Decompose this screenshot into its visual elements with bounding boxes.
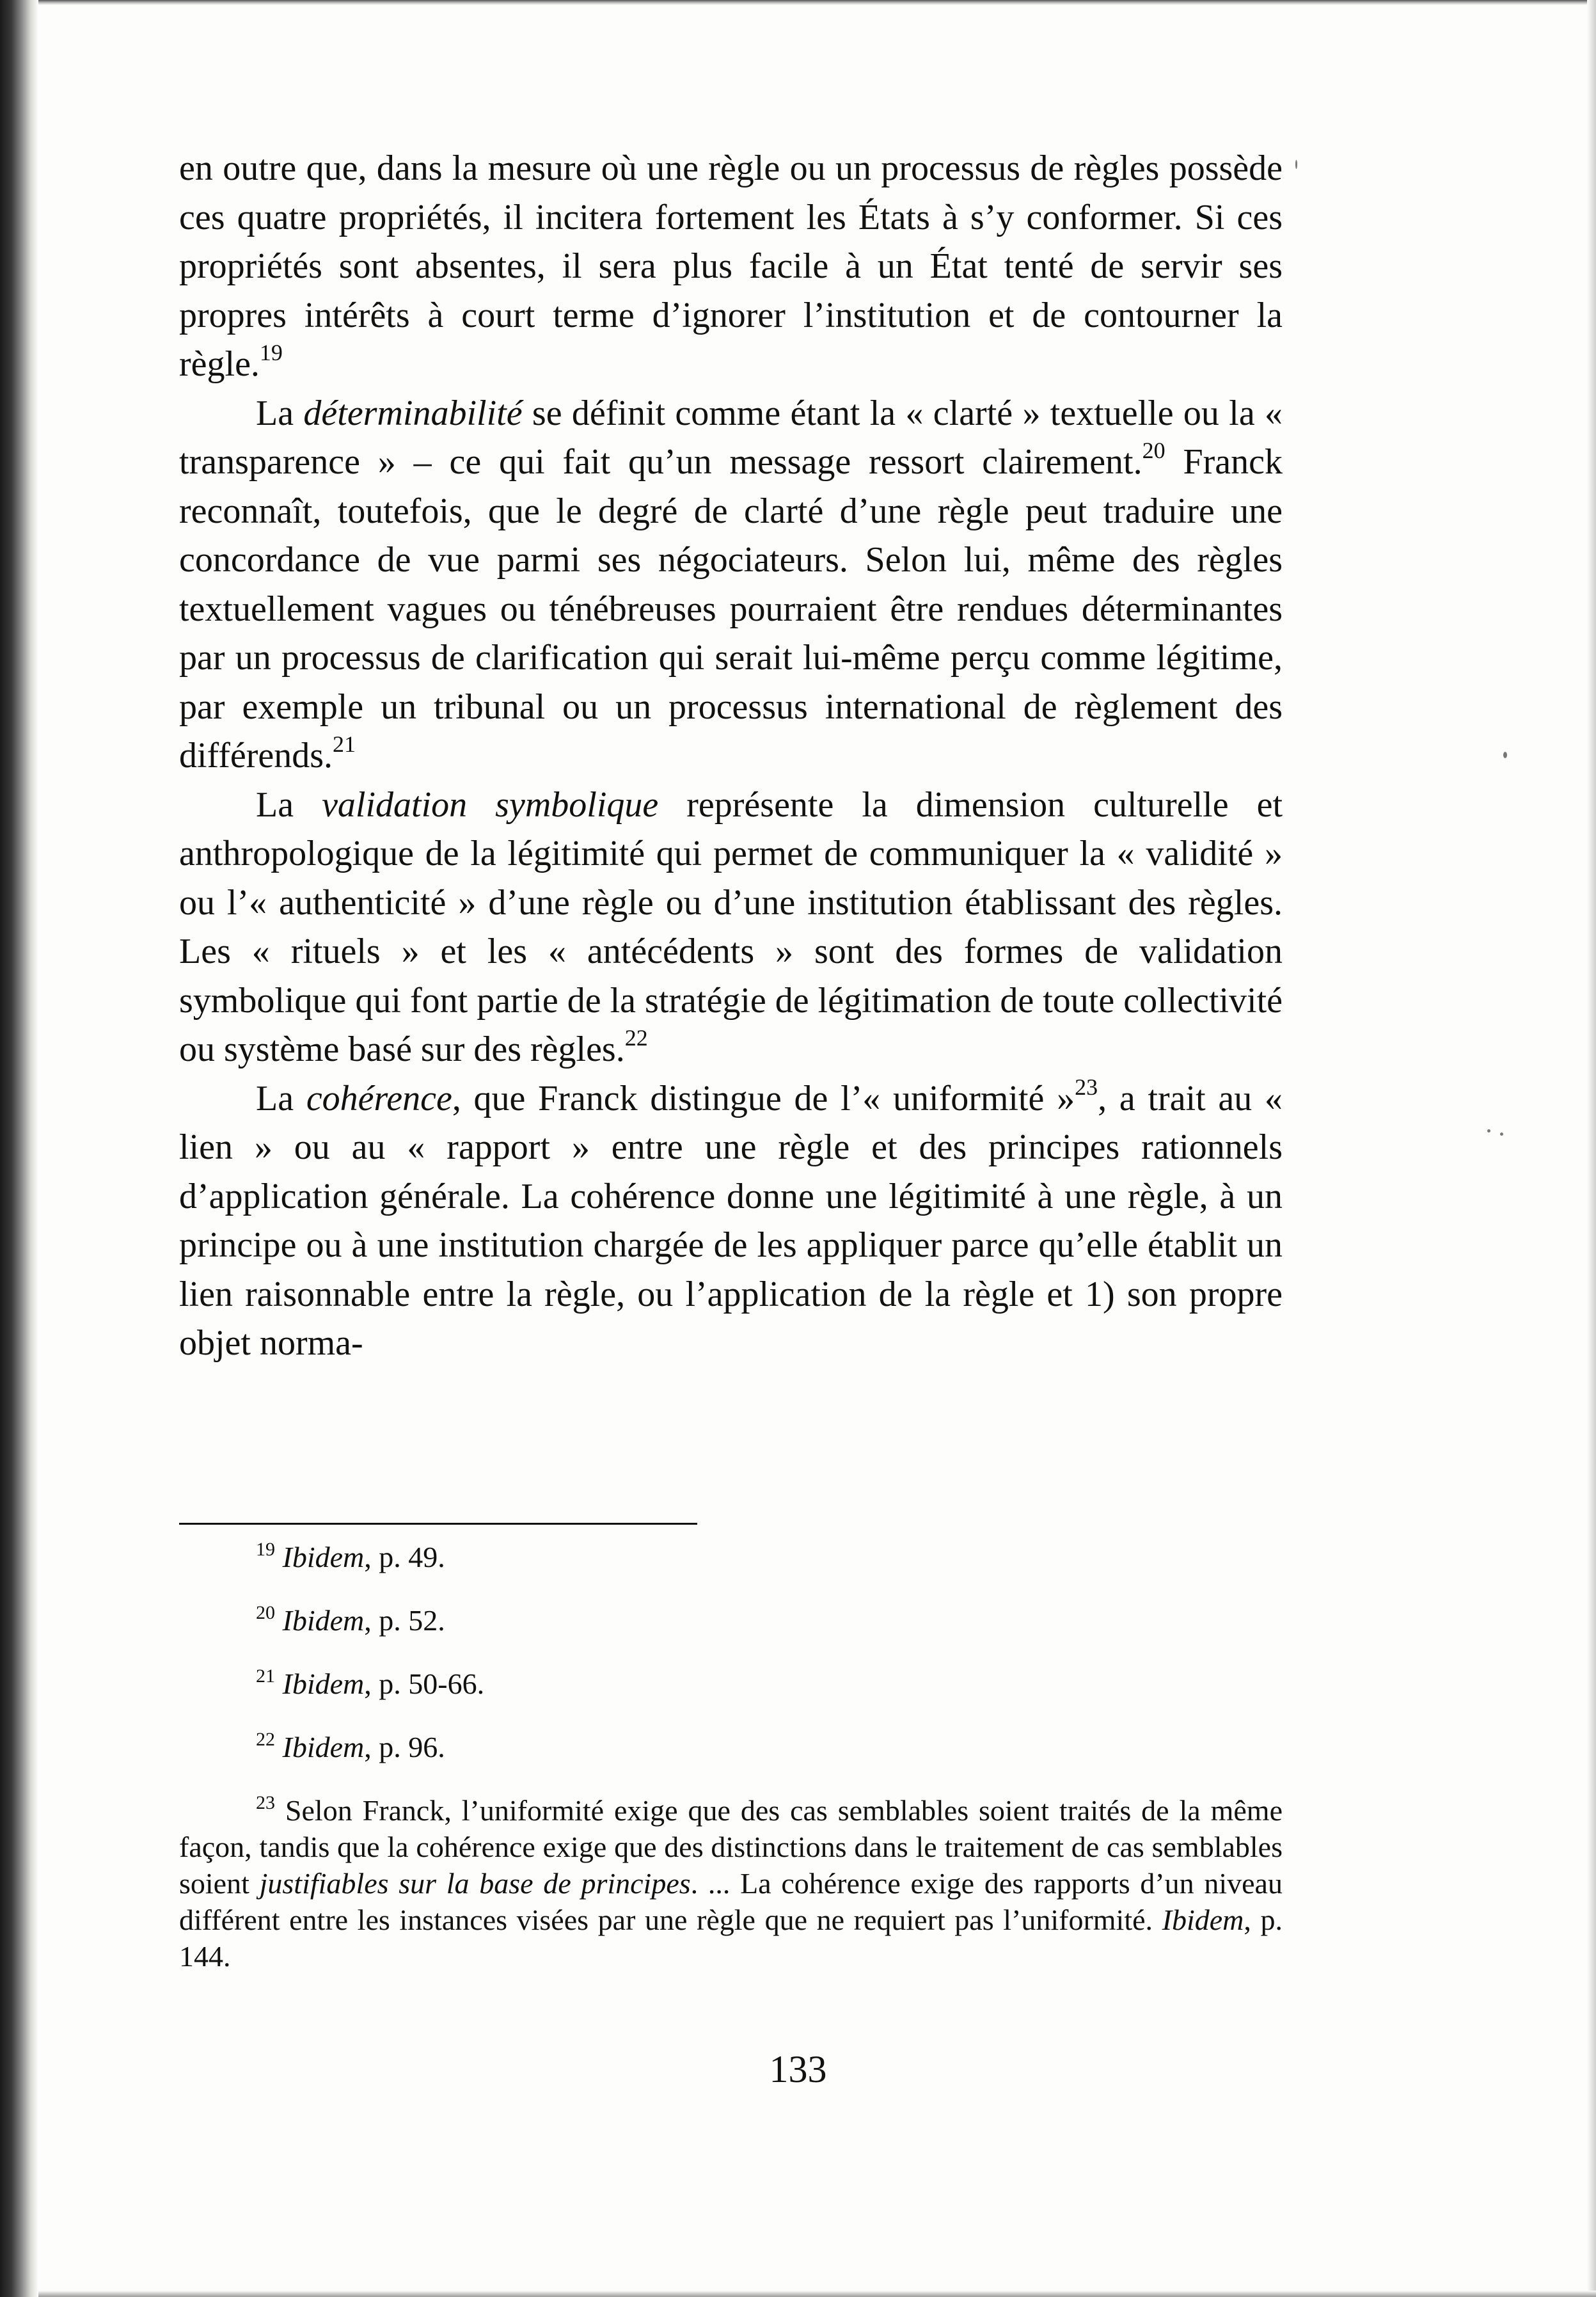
footnote-number: 23 [256, 1792, 275, 1813]
paragraph-4-text-b: , a trait au « lien » ou au « rapport » entre une règle et des principes rationnels d’application générale. La cohérence donne une légitimité à une règle, à un principe ou à une institution chargée de les appliquer parce qu’elle établit un lien raisonnable entre la règle, ou l’application de la règle et 1) son propre objet norma- [179, 1078, 1283, 1363]
paragraph-1-text: en outre que, dans la mesure où une règle ou un processus de règles possède ces quatre propriétés, il incitera fortement les États à s’y conformer. Si ces propriétés sont absentes, il sera plus facile à un État tenté de servir ses propres intérêts à court terme d’ignorer l’institution et de contourner la règle. [179, 148, 1283, 384]
footnote-page: , p. 49. [364, 1541, 445, 1573]
footnotes [179, 1539, 1283, 1975]
scan-speck [1500, 1133, 1503, 1136]
footnote-separator [179, 1523, 697, 1525]
term-determinabilite: déterminabilité [303, 393, 523, 433]
footnote-ibidem: Ibidem [1162, 1904, 1244, 1936]
footnote-ibidem: Ibidem [282, 1667, 365, 1700]
footnote-23-text-b: . ... La cohérence exige des rapports d’un niveau différent entre les instances visées par une règle que ne requiert pas l’uniformité. [179, 1867, 1283, 1936]
paragraph-2-lead: La [256, 393, 304, 433]
scan-speck [1295, 160, 1297, 169]
term-coherence: cohérence [306, 1078, 452, 1118]
footnote-23-text-a: Selon Franck, l’uniformité exige que des cas semblables soient traités de la même façon, tandis que la cohérence exige que des distinctions dans le traitement de cas semblables soient [179, 1794, 1283, 1900]
footnote-21 [179, 1665, 1283, 1702]
paragraph-coherence [179, 1074, 1283, 1368]
footnote-ibidem: Ibidem [282, 1604, 365, 1637]
paragraph-determinabilite [179, 389, 1283, 781]
footnote-ref-22: 22 [624, 1025, 648, 1051]
footnote-ibidem: Ibidem [282, 1541, 365, 1573]
binding-shadow [0, 0, 38, 2297]
footnote-number: 19 [256, 1539, 275, 1560]
footnote-ref-20: 20 [1142, 438, 1165, 463]
paragraph-4-lead: La [256, 1078, 306, 1118]
footnote-page: , p. 144. [179, 1904, 1283, 1973]
footnote-22 [179, 1729, 1283, 1765]
footnote-number: 22 [256, 1729, 275, 1750]
footnote-23-italic: justifiables sur la base de principes [259, 1867, 691, 1900]
footnote-number: 20 [256, 1602, 275, 1623]
footnote-number: 21 [256, 1665, 275, 1687]
main-text [179, 144, 1283, 1368]
footnote-page: , p. 52. [364, 1604, 445, 1637]
footnote-20 [179, 1602, 1283, 1639]
page-edge-right [1587, 0, 1596, 2297]
paragraph-3-text: représente la dimension culturelle et anthropologique de la légitimité qui permet de communiquer la « validité » ou l’« authenticité » d’une règle ou d’une institution établissant des règles. Les « rituels » et les « antécédents » sont des formes de validation symbolique qui font partie de la stratégie de légitimation de toute collectivité ou système basé sur des règles. [179, 784, 1283, 1069]
footnote-ibidem: Ibidem [282, 1731, 365, 1763]
paragraph-2-text-a: se définit comme étant la « clarté » textuelle ou la « transparence » – ce qui fait qu’un message ressort clairement. [179, 393, 1283, 482]
paragraph-validation-symbolique [179, 781, 1283, 1074]
paragraph-4-text-a: , que Franck distingue de l’« uniformité » [452, 1078, 1075, 1118]
term-validation-symbolique: validation symbolique [322, 784, 659, 825]
scan-speck [1487, 1129, 1490, 1133]
paragraph-1 [179, 144, 1283, 389]
footnote-ref-21: 21 [333, 731, 356, 757]
footnote-ref-23: 23 [1075, 1074, 1098, 1100]
footnote-23 [179, 1792, 1283, 1975]
scan-speck [1503, 752, 1507, 758]
page-edge-top [38, 0, 1596, 5]
footnote-ref-19: 19 [259, 340, 283, 365]
paragraph-3-lead: La [256, 784, 322, 825]
page-number: 133 [769, 2048, 827, 2090]
footnote-page: , p. 50-66. [364, 1667, 485, 1700]
footnote-19 [179, 1539, 1283, 1575]
paragraph-2-text-b: Franck reconnaît, toutefois, que le degré de clarté d’une règle peut traduire une concordance de vue parmi ses négociateurs. Selon lui, même des règles textuellement vagues ou ténébreuses pourraient être rendues déterminantes par un processus de clarification qui serait lui-même perçu comme légitime, par exemple un tribunal ou un processus international de règlement des différends. [179, 442, 1283, 775]
footnote-page: , p. 96. [364, 1731, 445, 1763]
page-edge-bottom [38, 2291, 1596, 2297]
